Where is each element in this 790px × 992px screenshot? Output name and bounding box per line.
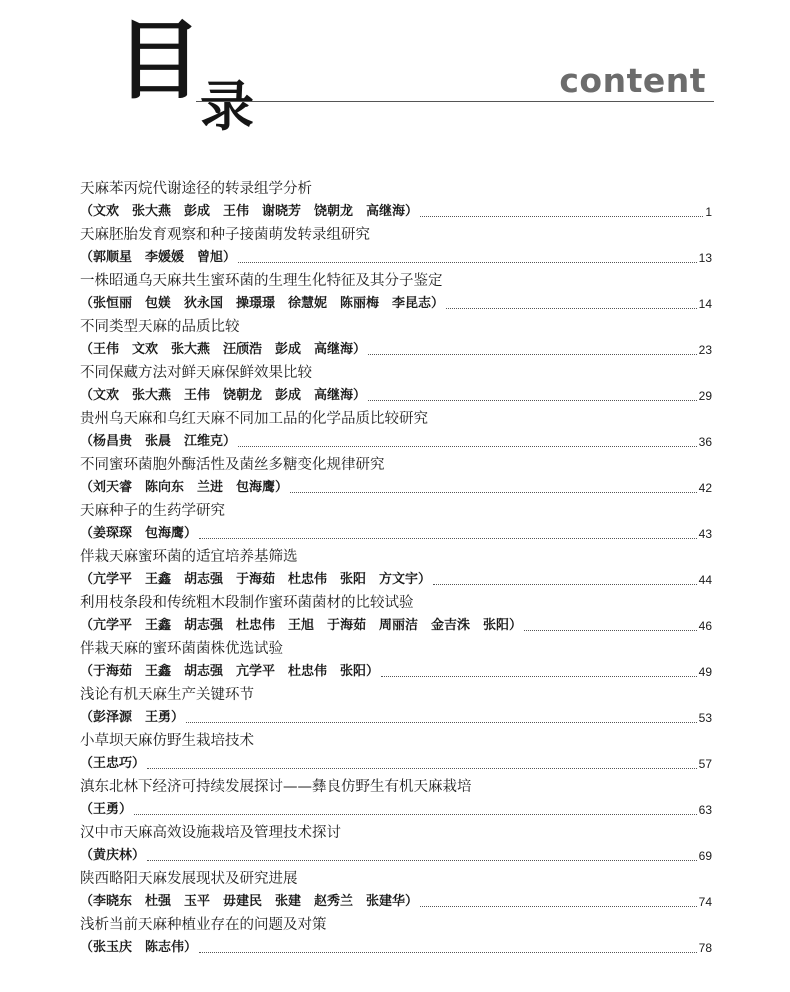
entry-author-line (80, 338, 712, 362)
entry-page-number: 14 (698, 297, 712, 311)
entry-authors: （刘天睿 陈向东 兰进 包海鹰） (80, 480, 289, 495)
toc-entry (80, 776, 712, 822)
entry-author-line (80, 430, 712, 454)
entry-title: 滇东北林下经济可持续发展探讨——彝良仿野生有机天麻栽培 (80, 779, 472, 795)
header-character-lu: 录 (200, 75, 254, 138)
entry-title: 天麻种子的生药学研究 (80, 503, 225, 519)
toc-entry (80, 316, 712, 362)
entry-title: 汉中市天麻高效设施栽培及管理技术探讨 (80, 825, 341, 841)
dot-leader (186, 722, 697, 723)
header-rule (196, 101, 714, 102)
entry-title: 伴栽天麻蜜环菌的适宜培养基筛选 (80, 549, 298, 565)
entry-page-number: 13 (698, 251, 712, 265)
entry-title: 利用枝条段和传统粗木段制作蜜环菌菌材的比较试验 (80, 595, 414, 611)
entry-authors: （张玉庆 陈志伟） (80, 940, 198, 955)
entry-page-number: 74 (698, 895, 712, 909)
toc-entry (80, 592, 712, 638)
content-label: content (559, 61, 706, 100)
toc-entry (80, 270, 712, 316)
entry-author-line (80, 200, 712, 224)
dot-leader (147, 860, 697, 861)
dot-leader (446, 308, 697, 309)
entry-title: 一株昭通乌天麻共生蜜环菌的生理生化特征及其分子鉴定 (80, 273, 443, 289)
entry-page-number: 36 (698, 435, 712, 449)
entry-authors: （黄庆林） (80, 848, 146, 863)
entry-author-line (80, 660, 712, 684)
dot-leader (290, 492, 697, 493)
entry-authors: （王伟 文欢 张大燕 汪颀浩 彭成 高继海） (80, 342, 367, 357)
dot-leader (199, 538, 697, 539)
entry-authors: （彭泽源 王勇） (80, 710, 185, 725)
entry-author-line (80, 476, 712, 500)
entry-authors: （李晓东 杜强 玉平 毋建民 张建 赵秀兰 张建华） (80, 894, 419, 909)
entry-page-number: 46 (698, 619, 712, 633)
dot-leader (420, 906, 697, 907)
entry-author-line (80, 246, 712, 270)
toc-entry (80, 454, 712, 500)
toc-entry (80, 500, 712, 546)
toc-entry (80, 362, 712, 408)
entry-authors: （郭顺星 李媛媛 曾旭） (80, 250, 237, 265)
toc-entry (80, 178, 712, 224)
dot-leader (147, 768, 697, 769)
entry-author-line (80, 292, 712, 316)
entry-authors: （王勇） (80, 802, 133, 817)
entry-author-line (80, 844, 712, 868)
entry-title: 天麻胚胎发育观察和种子接菌萌发转录组研究 (80, 227, 370, 243)
entry-page-number: 78 (698, 941, 712, 955)
toc-header (0, 0, 790, 150)
entry-page-number: 42 (698, 481, 712, 495)
dot-leader (420, 216, 703, 217)
toc-entry (80, 408, 712, 454)
entry-authors: （亢学平 王鑫 胡志强 于海茹 杜忠伟 张阳 方文宇） (80, 572, 432, 587)
entry-title: 天麻苯丙烷代谢途径的转录组学分析 (80, 181, 312, 197)
entry-authors: （姜琛琛 包海鹰） (80, 526, 198, 541)
entry-author-line (80, 568, 712, 592)
entry-title: 陕西略阳天麻发展现状及研究进展 (80, 871, 298, 887)
entry-title: 浅析当前天麻种植业存在的问题及对策 (80, 917, 327, 933)
entry-title: 不同蜜环菌胞外酶活性及菌丝多糖变化规律研究 (80, 457, 385, 473)
dot-leader (238, 262, 697, 263)
dot-leader (199, 952, 697, 953)
dot-leader (433, 584, 697, 585)
entry-author-line (80, 384, 712, 408)
toc-entry (80, 546, 712, 592)
toc-entry (80, 914, 712, 960)
entry-authors: （王忠巧） (80, 756, 146, 771)
entry-page-number: 43 (698, 527, 712, 541)
entry-page-number: 29 (698, 389, 712, 403)
entry-authors: （亢学平 王鑫 胡志强 杜忠伟 王旭 于海茹 周丽洁 金吉洙 张阳） (80, 618, 523, 633)
entry-author-line (80, 752, 712, 776)
entry-author-line (80, 614, 712, 638)
toc-entry (80, 730, 712, 776)
entry-title: 不同类型天麻的品质比较 (80, 319, 240, 335)
dot-leader (524, 630, 697, 631)
entry-page-number: 49 (698, 665, 712, 679)
dot-leader (368, 354, 697, 355)
toc-entry (80, 638, 712, 684)
toc-entry (80, 684, 712, 730)
dot-leader (238, 446, 697, 447)
toc-entry (80, 822, 712, 868)
entry-authors: （杨昌贵 张晨 江维克） (80, 434, 237, 449)
entry-title: 伴栽天麻的蜜环菌菌株优选试验 (80, 641, 283, 657)
entry-page-number: 23 (698, 343, 712, 357)
entry-page-number: 44 (698, 573, 712, 587)
entry-author-line (80, 706, 712, 730)
entry-authors: （文欢 张大燕 彭成 王伟 谢晓芳 饶朝龙 高继海） (80, 204, 419, 219)
entry-authors: （张恒丽 包媄 狄永国 操璟璟 徐慧妮 陈丽梅 李昆志） (80, 296, 445, 311)
entry-author-line (80, 936, 712, 960)
entry-author-line (80, 890, 712, 914)
entry-title: 贵州乌天麻和乌红天麻不同加工品的化学品质比较研究 (80, 411, 428, 427)
entry-title: 浅论有机天麻生产关键环节 (80, 687, 254, 703)
entry-author-line (80, 798, 712, 822)
entry-page-number: 57 (698, 757, 712, 771)
dot-leader (368, 400, 697, 401)
entry-title: 不同保藏方法对鲜天麻保鲜效果比较 (80, 365, 312, 381)
toc-entry (80, 224, 712, 270)
table-of-contents (80, 178, 712, 960)
entry-author-line (80, 522, 712, 546)
toc-entry (80, 868, 712, 914)
entry-authors: （文欢 张大燕 王伟 饶朝龙 彭成 高继海） (80, 388, 367, 403)
entry-page-number: 63 (698, 803, 712, 817)
entry-page-number: 69 (698, 849, 712, 863)
entry-title: 小草坝天麻仿野生栽培技术 (80, 733, 254, 749)
header-character-mu: 目 (116, 11, 202, 111)
dot-leader (134, 814, 697, 815)
entry-page-number: 1 (705, 205, 712, 219)
dot-leader (381, 676, 697, 677)
entry-authors: （于海茹 王鑫 胡志强 亢学平 杜忠伟 张阳） (80, 664, 380, 679)
entry-page-number: 53 (698, 711, 712, 725)
